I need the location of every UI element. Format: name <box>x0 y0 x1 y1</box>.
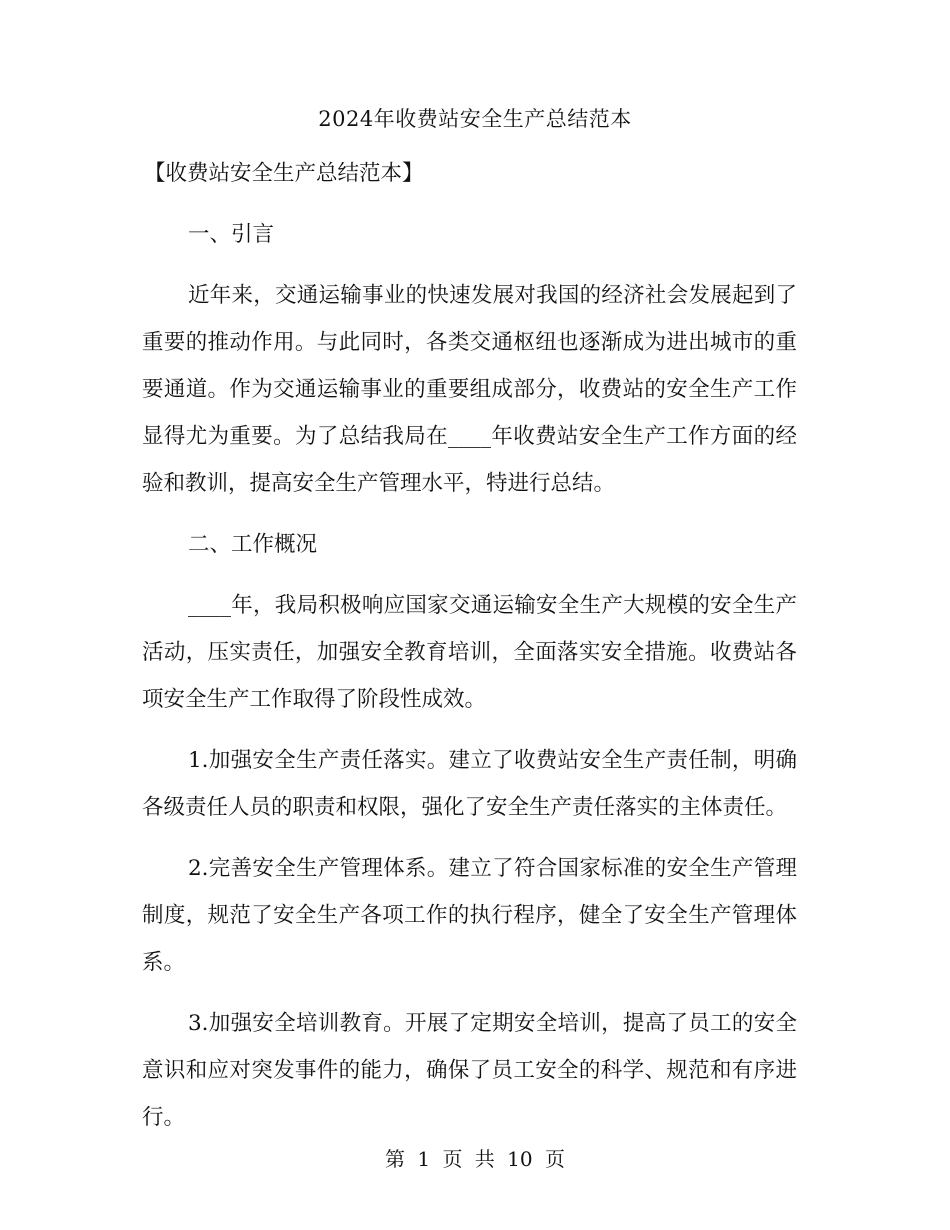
paragraph-item-2: 2.完善安全生产管理体系。建立了符合国家标准的安全生产管理制度，规范了安全生产各项工作的执行程序，健全了安全生产管理体系。 <box>142 856 797 975</box>
section-heading-introduction: 一、引言 <box>188 222 275 247</box>
page-footer: 第 1 页 共 10 页 <box>385 1147 565 1171</box>
document-body <box>142 150 797 1155</box>
paragraph-overview: ____年，我局积极响应国家交通运输安全生产大规模的安全生产活动，压实责任，加强安全教育培训，全面落实安全措施。收费站各项安全生产工作取得了阶段性成效。 <box>142 593 797 712</box>
document-title: 2024年收费站安全生产总结范本 <box>318 107 632 131</box>
paragraph-item-1: 1.加强安全生产责任落实。建立了收费站安全生产责任制，明确各级责任人员的职责和权限，强化了安全生产责任落实的主体责任。 <box>142 748 797 820</box>
paragraph-introduction: 近年来，交通运输事业的快速发展对我国的经济社会发展起到了重要的推动作用。与此同时，各类交通枢纽也逐渐成为进出城市的重要通道。作为交通运输事业的重要组成部分，收费站的安全生产工作显得尤为重要。为了总结我局在____年收费站安全生产工作方面的经验和教训，提高安全生产管理水平，特进行总结。 <box>142 283 797 496</box>
section-heading-bracket: 【收费站安全生产总结范本】 <box>144 161 424 186</box>
paragraph-item-3: 3.加强安全培训教育。开展了定期安全培训，提高了员工的安全意识和应对突发事件的能力，确保了员工安全的科学、规范和有序进行。 <box>142 1011 797 1130</box>
section-heading-overview: 二、工作概况 <box>188 532 318 557</box>
